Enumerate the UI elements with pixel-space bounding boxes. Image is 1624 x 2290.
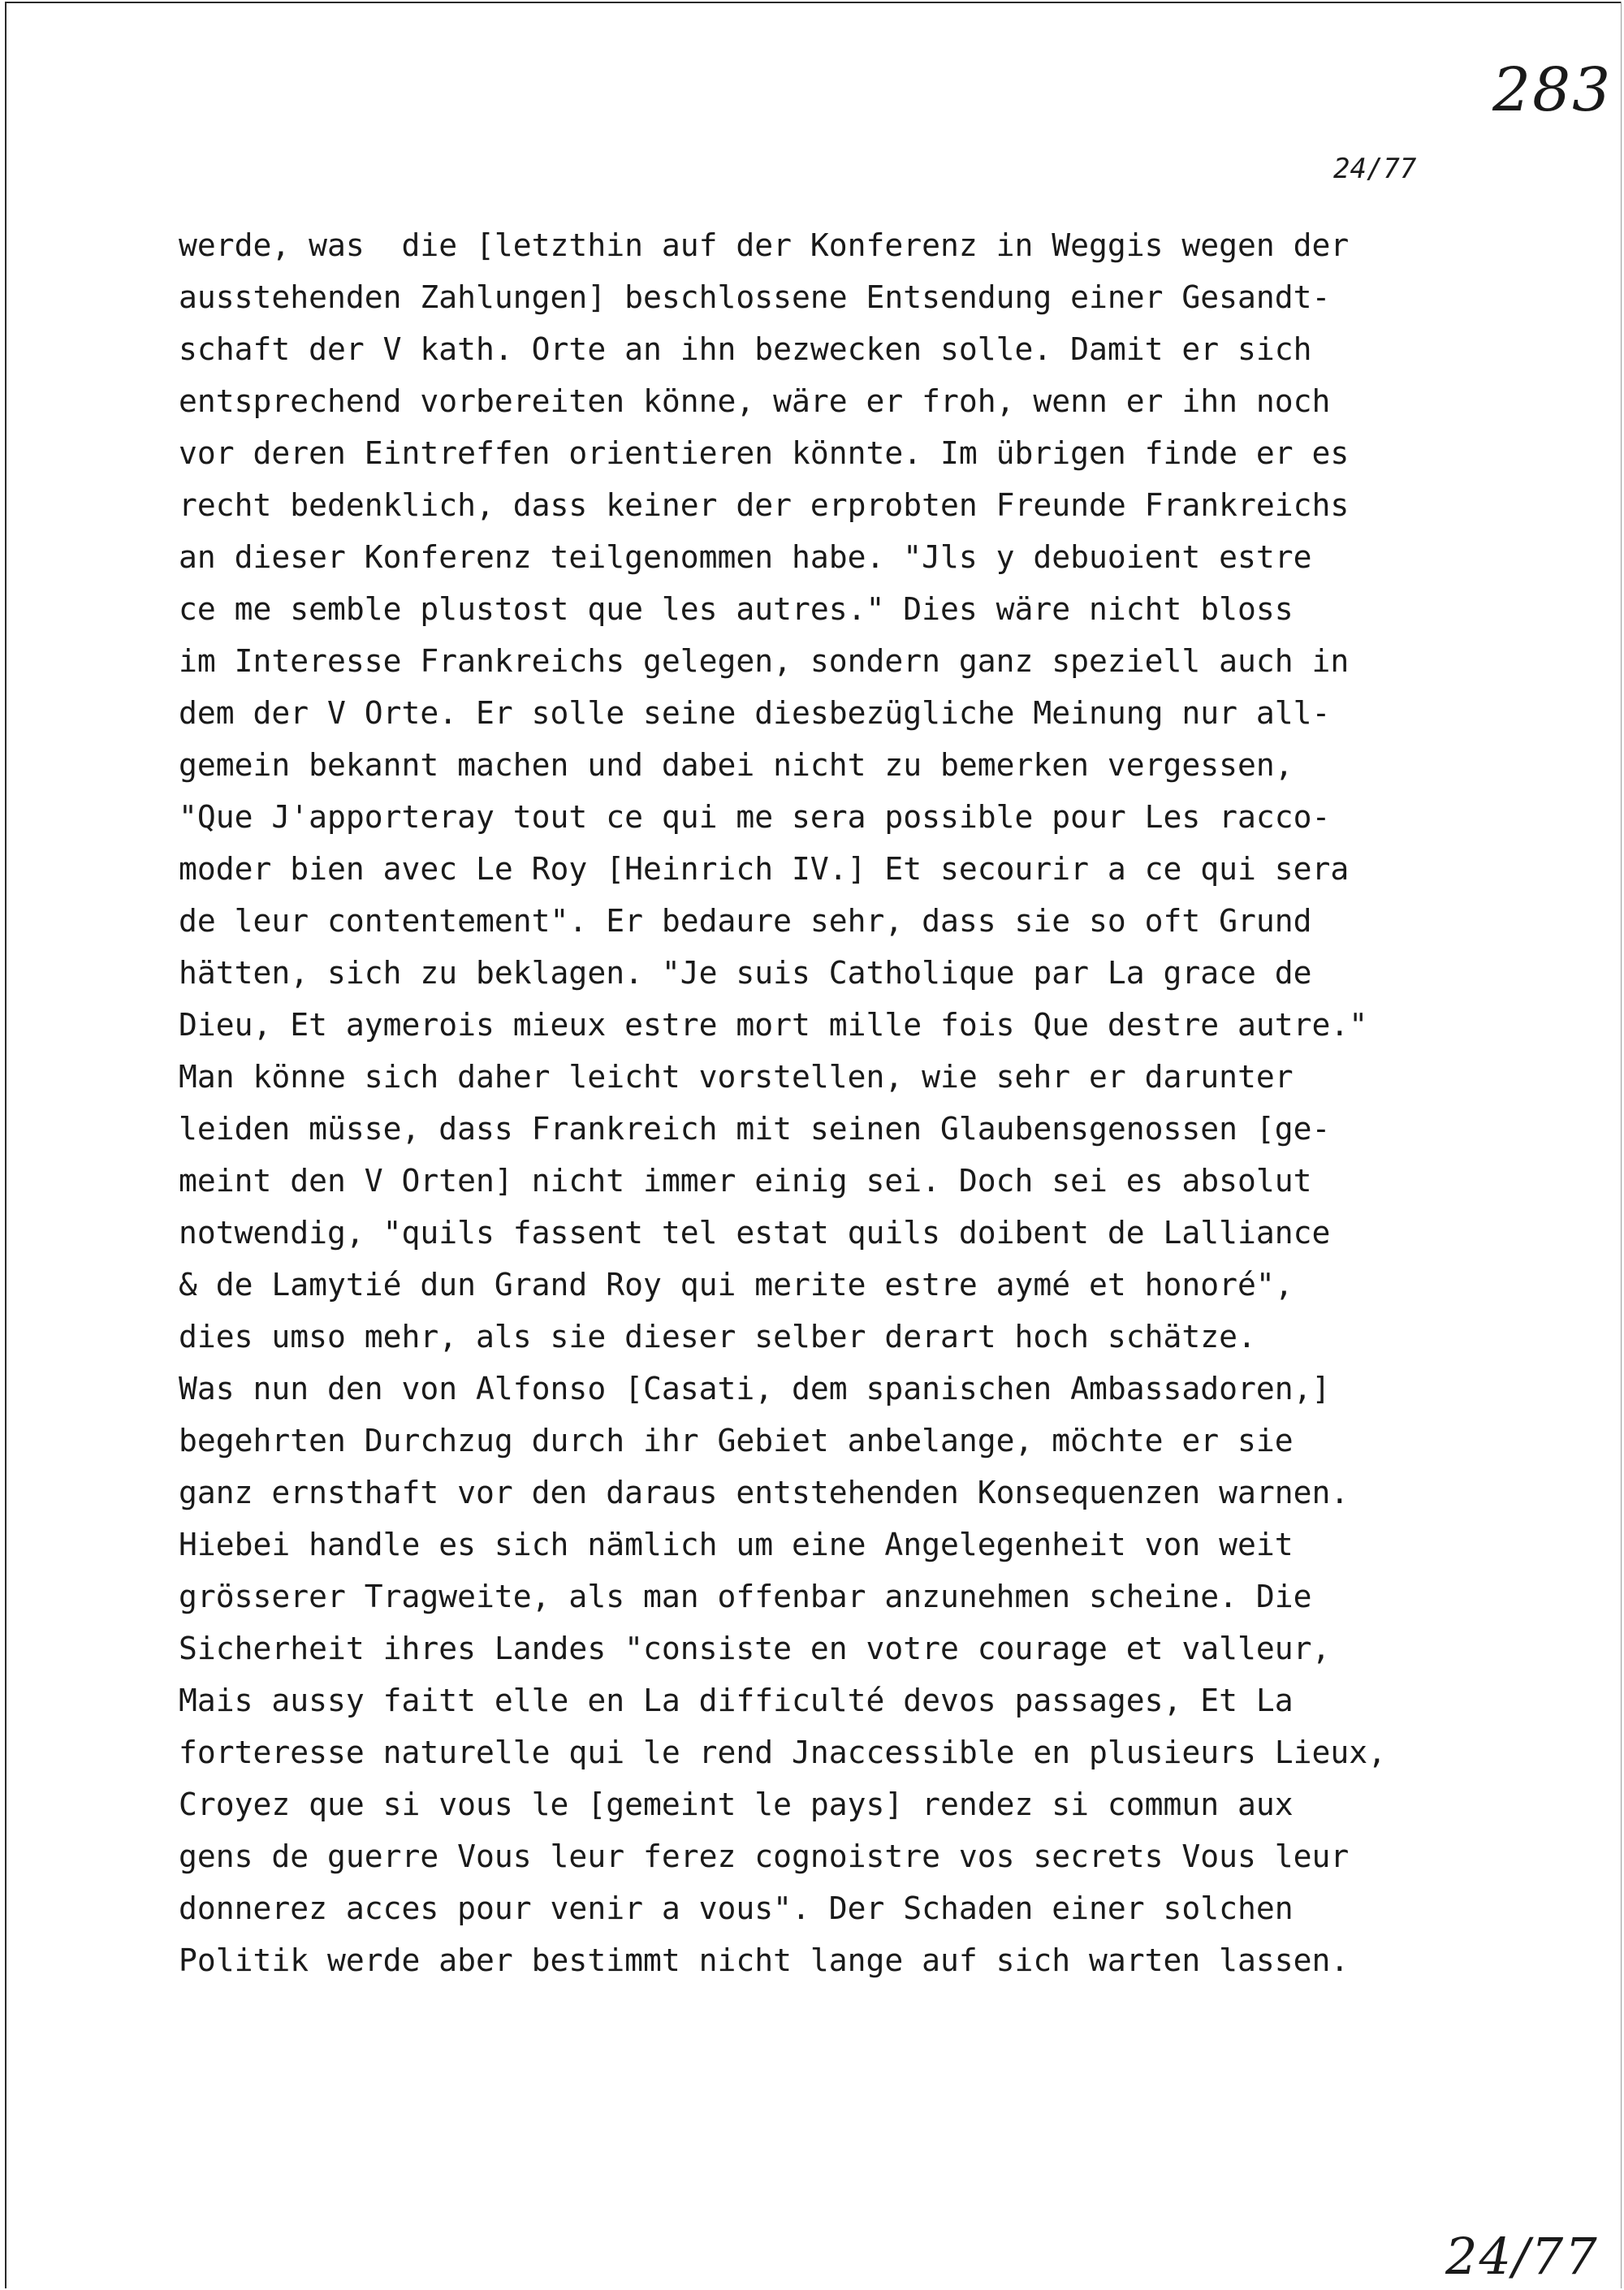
text-line: ausstehenden Zahlungen] beschlossene Entsendung einer Gesandt- [179, 279, 1331, 315]
text-line: forteresse naturelle qui le rend Jnaccessible en plusieurs Lieux, [179, 1735, 1387, 1770]
text-line: de leur contentement". Er bedaure sehr, dass sie so oft Grund [179, 903, 1312, 939]
text-line: dies umso mehr, als sie dieser selber derart hoch schätze. [179, 1319, 1256, 1355]
text-line: Sicherheit ihres Landes "consiste en votre courage et valleur, [179, 1631, 1331, 1666]
text-line: Man könne sich daher leicht vorstellen, wie sehr er darunter [179, 1059, 1294, 1095]
text-line: ganz ernsthaft vor den daraus entstehenden Konsequenzen warnen. [179, 1475, 1350, 1510]
scan-border-top [5, 2, 1621, 3]
text-line: entsprechend vorbereiten könne, wäre er froh, wenn er ihn noch [179, 383, 1331, 419]
text-line: im Interesse Frankreichs gelegen, sondern ganz speziell auch in [179, 643, 1350, 679]
scan-border-right [1621, 2, 1622, 2288]
body-text [179, 219, 1608, 1986]
text-line: dem der V Orte. Er solle seine diesbezügliche Meinung nur all- [179, 695, 1331, 731]
text-line: moder bien avec Le Roy [Heinrich IV.] Et secourir a ce qui sera [179, 851, 1350, 887]
text-line: leiden müsse, dass Frankreich mit seinen Glaubensgenossen [ge- [179, 1111, 1331, 1147]
text-line: grösserer Tragweite, als man offenbar anzunehmen scheine. Die [179, 1579, 1312, 1614]
text-line: gens de guerre Vous leur ferez cognoistre vos secrets Vous leur [179, 1838, 1350, 1874]
text-line: gemein bekannt machen und dabei nicht zu bemerken vergessen, [179, 747, 1294, 783]
scan-border-left [5, 2, 6, 2288]
text-line: notwendig, "quils fassent tel estat quils doibent de Lalliance [179, 1215, 1331, 1251]
text-line: Hiebei handle es sich nämlich um eine Angelegenheit von weit [179, 1527, 1294, 1562]
text-line: hätten, sich zu beklagen. "Je suis Catholique par La grace de [179, 955, 1312, 991]
text-line: werde, was die [letzthin auf der Konferenz in Weggis wegen der [179, 227, 1350, 263]
page-reference: 24/77 [1333, 153, 1417, 185]
text-line: donnerez acces pour venir a vous". Der Schaden einer solchen [179, 1890, 1294, 1926]
handwritten-folio-number: 283 [1492, 55, 1613, 125]
text-line: Mais aussy faitt elle en La difficulté devos passages, Et La [179, 1683, 1294, 1718]
text-line: an dieser Konferenz teilgenommen habe. "Jls y debuoient estre [179, 539, 1312, 575]
text-line: vor deren Eintreffen orientieren könnte. Im übrigen finde er es [179, 435, 1350, 471]
text-line: recht bedenklich, dass keiner der erprobten Freunde Frankreichs [179, 487, 1350, 523]
text-line: schaft der V kath. Orte an ihn bezwecken solle. Damit er sich [179, 331, 1312, 367]
handwritten-page-number: 24/77 [1445, 2227, 1599, 2286]
text-line: Dieu, Et aymerois mieux estre mort mille fois Que destre autre." [179, 1007, 1368, 1043]
text-line: Politik werde aber bestimmt nicht lange auf sich warten lassen. [179, 1942, 1350, 1978]
text-line: begehrten Durchzug durch ihr Gebiet anbelange, möchte er sie [179, 1423, 1294, 1458]
text-line: meint den V Orten] nicht immer einig sei. Doch sei es absolut [179, 1163, 1312, 1199]
text-line: & de Lamytié dun Grand Roy qui merite estre aymé et honoré", [179, 1267, 1294, 1303]
text-line: Croyez que si vous le [gemeint le pays] rendez si commun aux [179, 1787, 1294, 1822]
text-line: Was nun den von Alfonso [Casati, dem spanischen Ambassadoren,] [179, 1371, 1331, 1406]
text-line: ce me semble plustost que les autres." Dies wäre nicht bloss [179, 591, 1294, 627]
text-line: "Que J'apporteray tout ce qui me sera possible pour Les racco- [179, 799, 1331, 835]
